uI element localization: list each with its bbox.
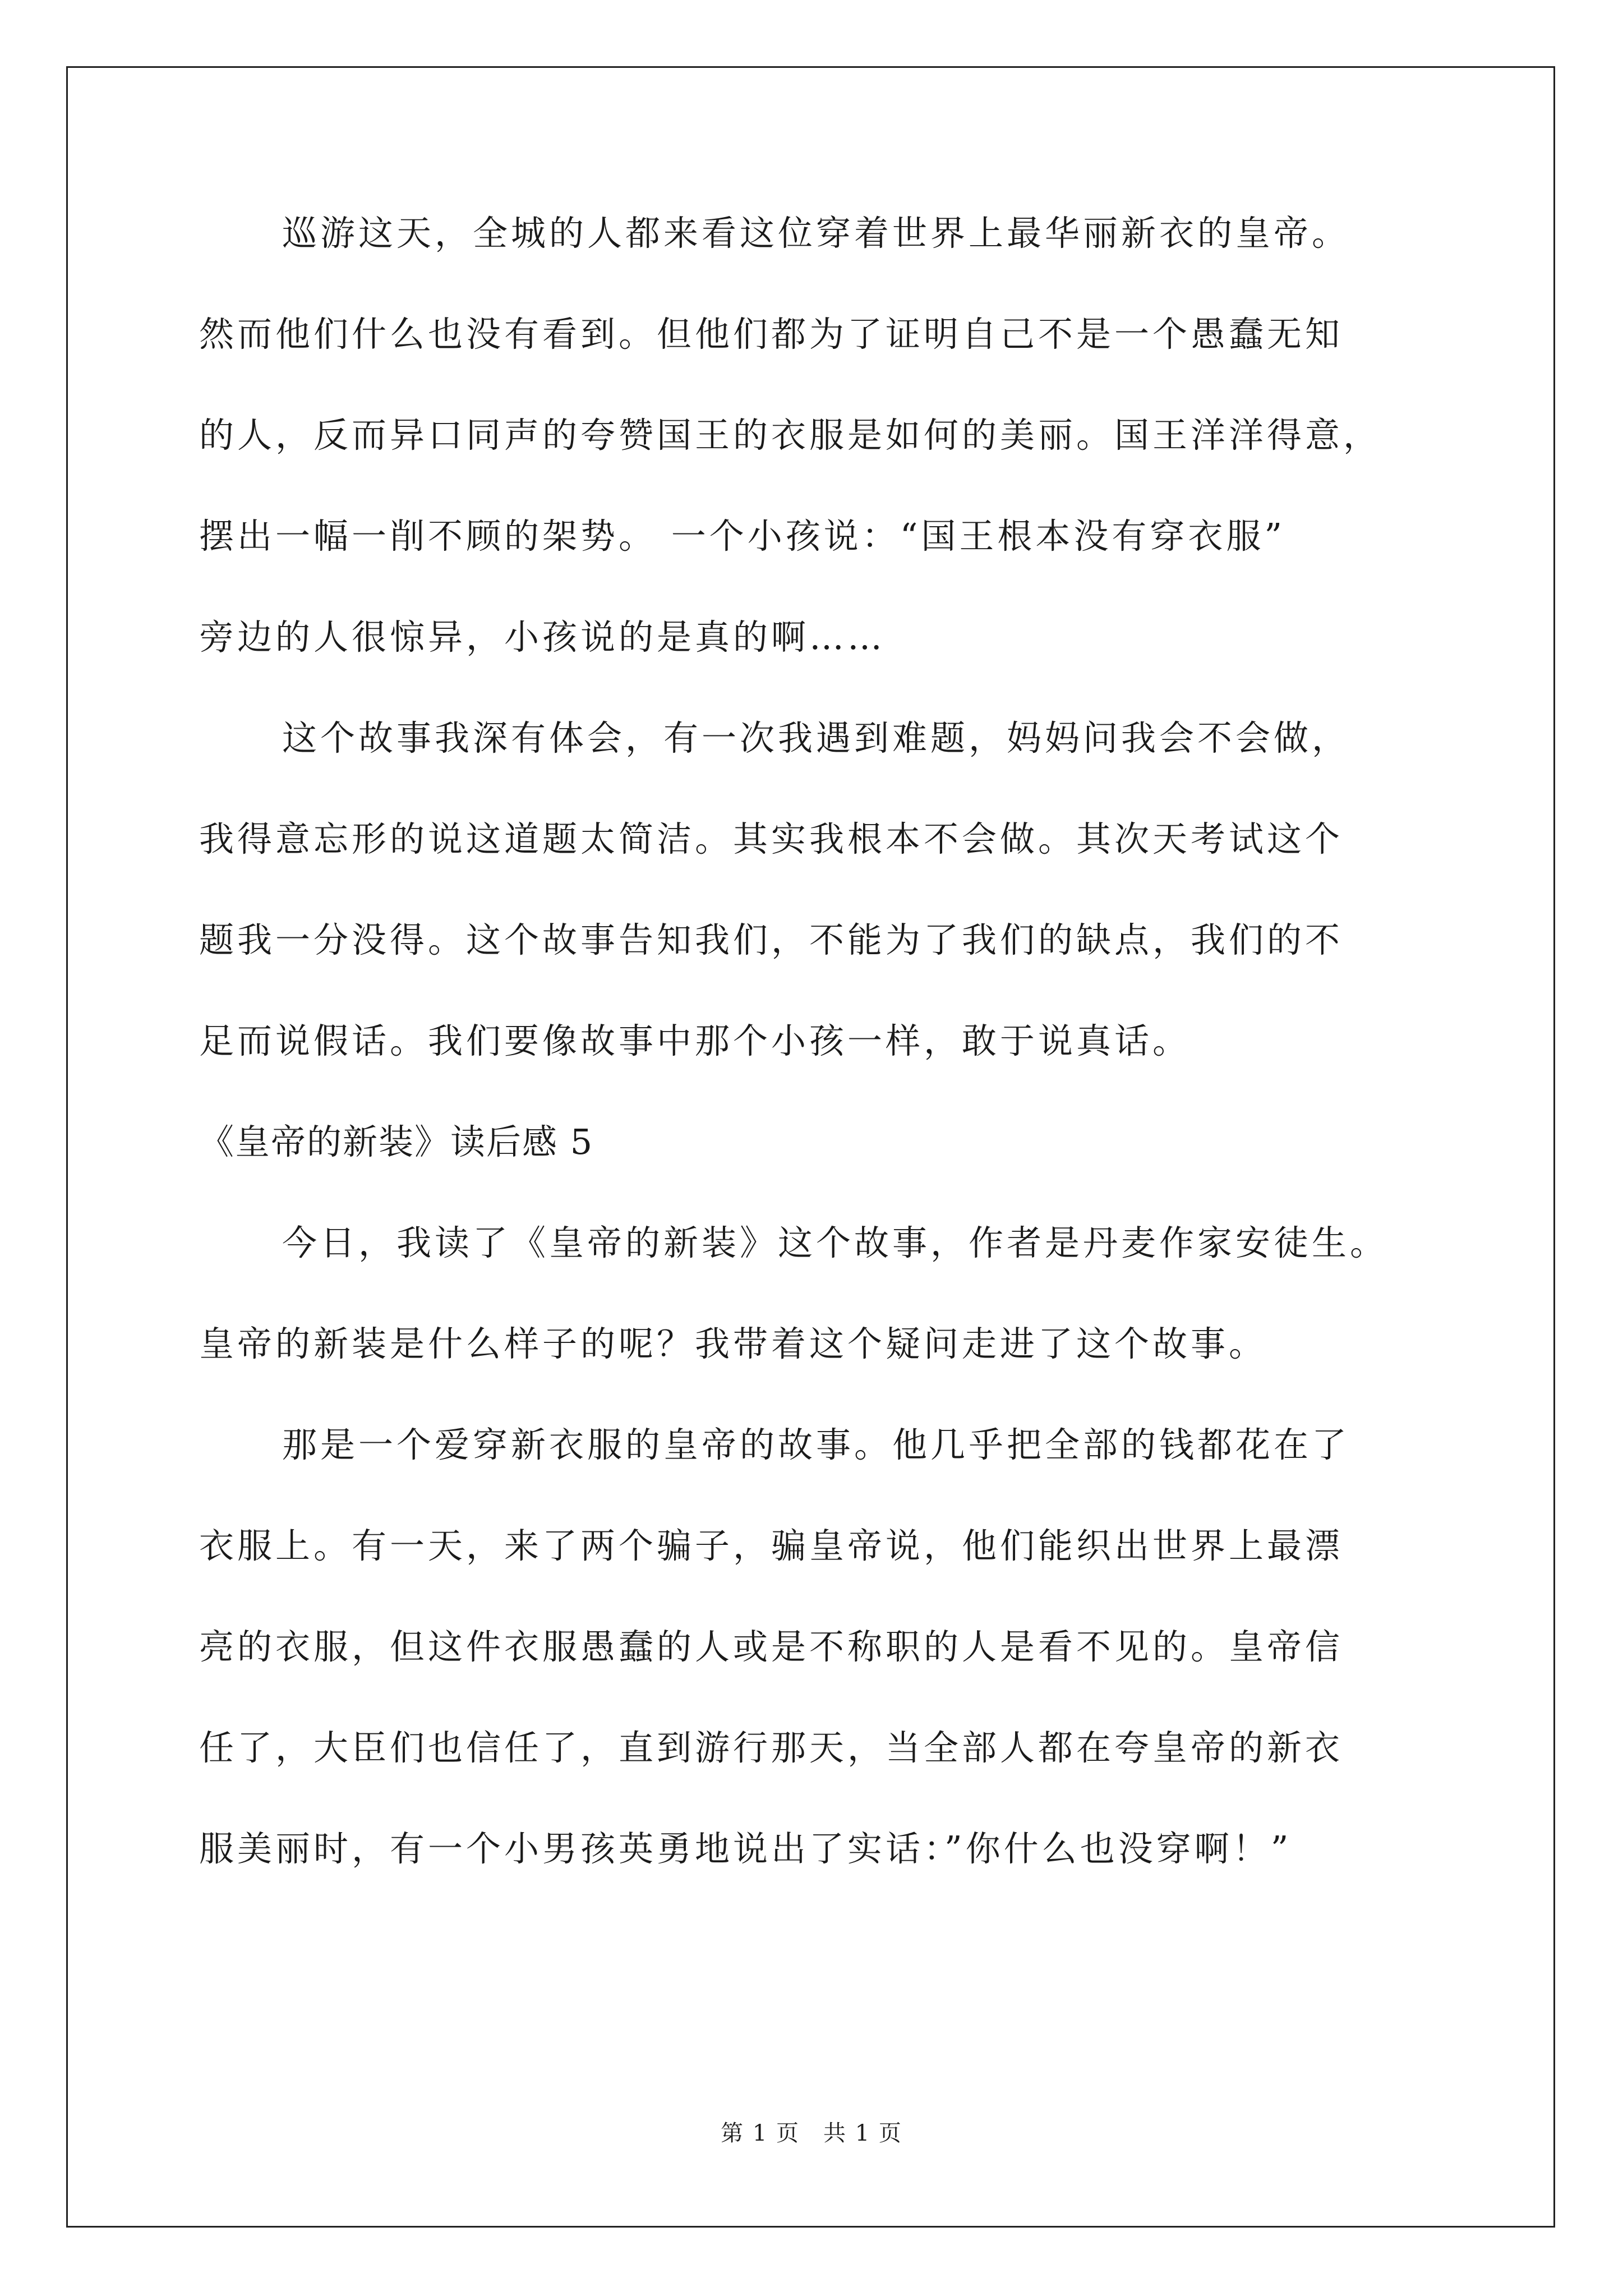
paragraph-line: 的人，反而异口同声的夸赞国王的衣服是如何的美丽。国王洋洋得意， bbox=[199, 415, 1382, 455]
page-footer: 第 1 页 共 1 页 bbox=[721, 2120, 902, 2146]
paragraph-line: 足而说假话。我们要像故事中那个小孩一样，敢于说真话。 bbox=[199, 1020, 1191, 1061]
paragraph-line: 我得意忘形的说这道题太简洁。其实我根本不会做。其次天考试这个 bbox=[199, 818, 1344, 859]
paragraph-line: 亮的衣服，但这件衣服愚蠢的人或是不称职的人是看不见的。皇帝信 bbox=[199, 1626, 1344, 1667]
paragraph-line: 题我一分没得。这个故事告知我们，不能为了我们的缺点，我们的不 bbox=[199, 919, 1344, 960]
paragraph-line: 摆出一幅一削不顾的架势。 一个小孩说：“国王根本没有穿衣服” bbox=[199, 516, 1286, 556]
paragraph-line: 今日，我读了《皇帝的新装》这个故事，作者是丹麦作家安徒生。 bbox=[282, 1222, 1389, 1263]
paragraph-line: 皇帝的新装是什么样子的呢？我带着这个疑问走进了这个故事。 bbox=[199, 1323, 1267, 1364]
paragraph-line: 那是一个爱穿新衣服的皇帝的故事。他几乎把全部的钱都花在了 bbox=[282, 1424, 1350, 1465]
paragraph-line: 服美丽时，有一个小男孩英勇地说出了实话：”你什么也没穿啊！” bbox=[199, 1828, 1292, 1869]
paragraph-line: 然而他们什么也没有看到。但他们都为了证明自己不是一个愚蠢无知 bbox=[199, 314, 1344, 355]
paragraph-line: 衣服上。有一天，来了两个骗子，骗皇帝说，他们能织出世界上最漂 bbox=[199, 1525, 1344, 1566]
section-heading: 《皇帝的新装》读后感 5 bbox=[199, 1121, 594, 1162]
paragraph-line: 任了，大臣们也信任了，直到游行那天，当全部人都在夸皇帝的新衣 bbox=[199, 1727, 1344, 1768]
paragraph-line: 旁边的人很惊异，小孩说的是真的啊…… bbox=[199, 616, 886, 657]
document-body bbox=[199, 209, 1475, 1925]
paragraph-line: 这个故事我深有体会，有一次我遇到难题，妈妈问我会不会做， bbox=[282, 717, 1350, 758]
paragraph-line: 巡游这天，全城的人都来看这位穿着世界上最华丽新衣的皇帝。 bbox=[282, 213, 1350, 254]
